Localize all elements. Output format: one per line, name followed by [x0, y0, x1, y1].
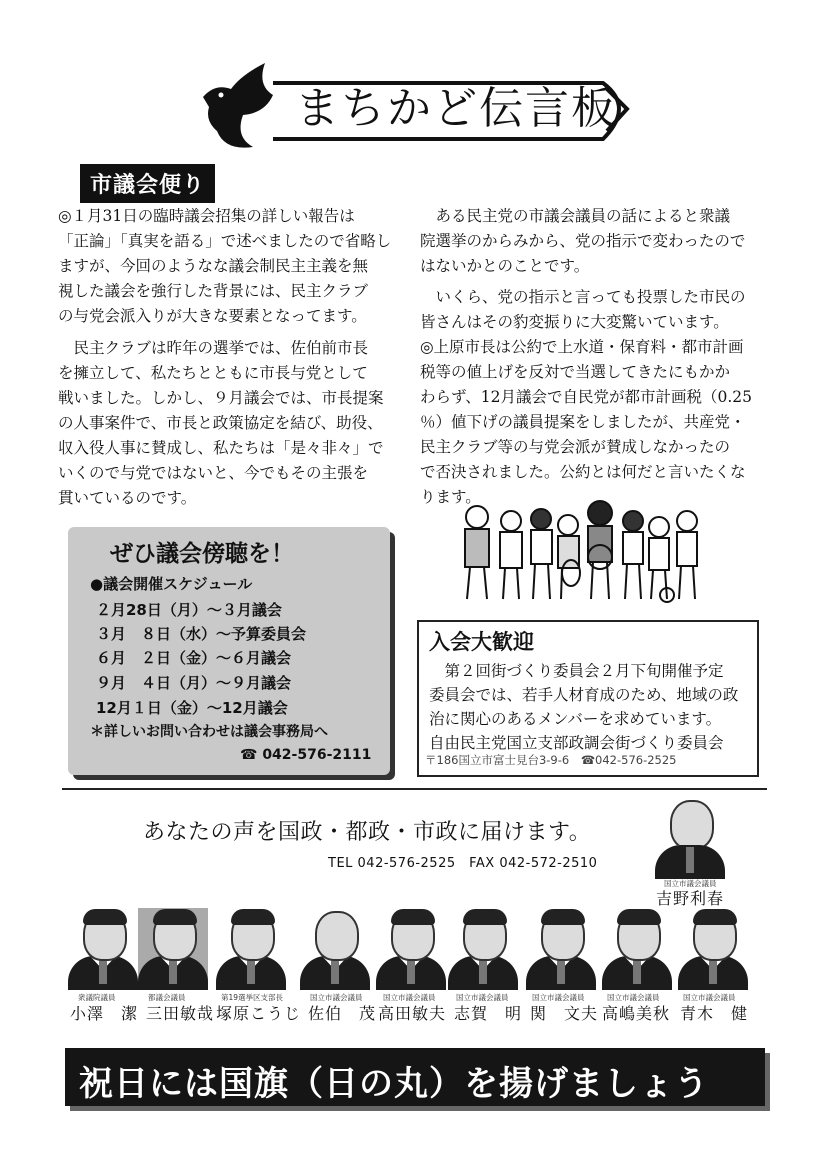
text-line: ますが、今回のようなな議会制民主主義を無	[58, 257, 369, 275]
figure-7	[649, 517, 674, 602]
member-name: 青木 健	[680, 1004, 749, 1023]
member-name: 佐伯 茂	[308, 1004, 377, 1023]
text-line: で否決されました。公約とは何だと言いたくな	[420, 463, 746, 481]
figure-6	[623, 511, 643, 599]
figure-4	[558, 515, 580, 599]
member-title: 国立市議会議員	[383, 993, 436, 1002]
paragraph-2	[58, 336, 400, 511]
schedule-box	[68, 527, 390, 775]
schedule-note: ＊詳しいお問い合わせは議会事務局へ	[90, 724, 328, 740]
member-name: 高嶋美秋	[602, 1004, 671, 1023]
text-line: 皆さんはその豹変振りに大変驚いています。	[420, 313, 729, 331]
member-portrait	[526, 908, 596, 988]
member-portrait	[138, 908, 208, 988]
member-portrait	[602, 908, 672, 988]
member-title: 国立市議会議員	[607, 993, 660, 1002]
member-title: 国立市議会議員	[310, 993, 363, 1002]
flag-banner	[65, 1048, 765, 1106]
text-line: の人事案件で、市長と政策協定を結び、助役、	[58, 414, 383, 432]
slogan: あなたの声を国政・都政・市政に届けます。	[143, 820, 592, 845]
hair	[83, 909, 127, 925]
recruitment-address: 〒186国立市富士見台3-9-6 ☎042-576-2525	[425, 753, 677, 767]
tie	[407, 958, 415, 984]
featured-portrait	[655, 797, 725, 877]
member-name: 塚原こうじ	[216, 1004, 302, 1023]
member-title: 第19選挙区支部長	[221, 993, 284, 1002]
text-line: 税等の値上げを反対で当選してきたにもかか	[420, 363, 731, 381]
tie	[557, 958, 565, 984]
member-name: 高田敏夫	[378, 1004, 447, 1023]
member-title: 都議会議員	[148, 993, 186, 1002]
hair	[693, 909, 737, 925]
dove-logo	[203, 63, 273, 148]
text-line: いくので与党ではないと、今でもその主張を	[58, 464, 369, 482]
schedule-row: ６月 ２日（金）～６月議会	[96, 649, 292, 667]
recruitment-title: 入会大歓迎	[429, 630, 534, 654]
member-portrait	[216, 908, 286, 988]
figure-3	[531, 509, 552, 599]
paragraph-1	[420, 204, 765, 279]
hair	[391, 909, 435, 925]
schedule-row: ２月28日（月）～３月議会	[96, 601, 282, 619]
member-portrait	[300, 908, 370, 988]
tie	[633, 958, 641, 984]
hair	[463, 909, 507, 925]
member-title: 衆議院議員	[78, 993, 116, 1002]
member-title: 国立市議会議員	[456, 993, 509, 1002]
section-heading: 市議会便り	[80, 164, 215, 203]
member-portrait	[376, 908, 446, 988]
member-portrait	[678, 908, 748, 988]
text-line: 視した議会を強行した背景には、民主クラブ	[58, 282, 369, 300]
tie	[709, 958, 717, 984]
recruitment-box	[417, 620, 759, 777]
text-line: 収入役人事に賛成し、私たちは「是々非々」で	[58, 439, 384, 457]
text-line: はないかとのことです。	[420, 257, 590, 275]
hair	[541, 909, 585, 925]
page-title: まちかど伝言板	[295, 83, 617, 134]
schedule-row: ９月 ４日（月）～９月議会	[96, 674, 292, 692]
member-portrait	[448, 908, 518, 988]
member-title: 国立市議会議員	[683, 993, 736, 1002]
tie	[99, 958, 107, 984]
right-column	[420, 204, 765, 510]
schedule-row: 12月１日（金）～12月議会	[96, 699, 288, 717]
text-line: 民主クラブは昨年の選挙では、佐伯前市長	[58, 339, 369, 357]
schedule-subtitle: ●議会開催スケジュール	[90, 575, 253, 593]
member-name: 関 文夫	[530, 1004, 599, 1023]
recruitment-line: 治に関心のあるメンバーを求めています。	[429, 710, 722, 728]
text-line: 院選挙のからみから、党の指示で変わったので	[420, 232, 746, 250]
tie	[686, 847, 694, 873]
face	[315, 911, 359, 961]
text-line: 貫いているのです。	[58, 489, 197, 507]
face	[670, 800, 714, 850]
paragraph-3	[420, 335, 765, 510]
tie	[169, 958, 177, 984]
figure-8	[677, 511, 697, 599]
figure-2	[500, 511, 522, 599]
text-line: ◎１月31日の臨時議会招集の詳しい報告は	[58, 207, 355, 225]
figure-5	[588, 501, 612, 599]
member-name: 三田敏哉	[146, 1004, 215, 1023]
flag-banner-text: 祝日には国旗（日の丸）を揚げましょう	[79, 1064, 709, 1104]
text-line: わらず、12月議会で自民党が都市計画税（0.25	[420, 388, 752, 406]
member-name: 小澤 潔	[70, 1004, 139, 1023]
schedule-row: ３月 ８日（水）～予算委員会	[96, 625, 307, 643]
member-portrait	[68, 908, 138, 988]
recruitment-line: 委員会では、若手人材育成のため、地域の政	[429, 686, 739, 704]
text-line: ◎上原市長は公約で上水道・保育料・都市計画	[420, 338, 744, 356]
text-line: 戦いました。しかし、９月議会では、市長提案	[58, 389, 384, 407]
paragraph-2	[420, 285, 765, 335]
featured-name: 吉野利春	[656, 889, 725, 908]
tie	[247, 958, 255, 984]
section-divider	[62, 788, 767, 790]
hair	[617, 909, 661, 925]
text-line: ％）値下げの議員提案をしましたが、共産党・	[420, 413, 746, 431]
people-illustration	[455, 495, 705, 607]
recruitment-line: 第２回街づくり委員会２月下旬開催予定	[429, 662, 724, 680]
tie	[331, 958, 339, 984]
featured-title: 国立市議会議員	[664, 879, 717, 888]
text-line: ります。	[420, 488, 481, 506]
contact-numbers: TEL 042-576-2525 FAX 042-572-2510	[328, 856, 598, 871]
member-name: 志賀 明	[454, 1004, 523, 1023]
text-line: いくら、党の指示と言っても投票した市民の	[420, 288, 746, 306]
recruitment-line: 自由民主党国立支部政調会街づくり委員会	[429, 734, 724, 752]
paragraph-1	[58, 204, 400, 329]
member-title: 国立市議会議員	[532, 993, 585, 1002]
hair	[231, 909, 275, 925]
figure-1	[465, 506, 489, 599]
left-column	[58, 204, 400, 511]
text-line: 民主クラブ等の与党会派が賛成しなかったの	[420, 438, 731, 456]
tie	[479, 958, 487, 984]
text-line: 「正論」「真実を語る」で述べましたので省略し	[58, 232, 392, 250]
text-line: を擁立して、私たちとともに市長与党として	[58, 364, 368, 382]
schedule-phone: ☎ 042-576-2111	[240, 747, 372, 763]
text-line: の与党会派入りが大きな要素となってます。	[58, 307, 367, 325]
schedule-title: ぜひ議会傍聴を！	[110, 541, 294, 567]
hair	[153, 909, 197, 925]
text-line: ある民主党の市議会議員の話によると衆議	[420, 207, 731, 225]
